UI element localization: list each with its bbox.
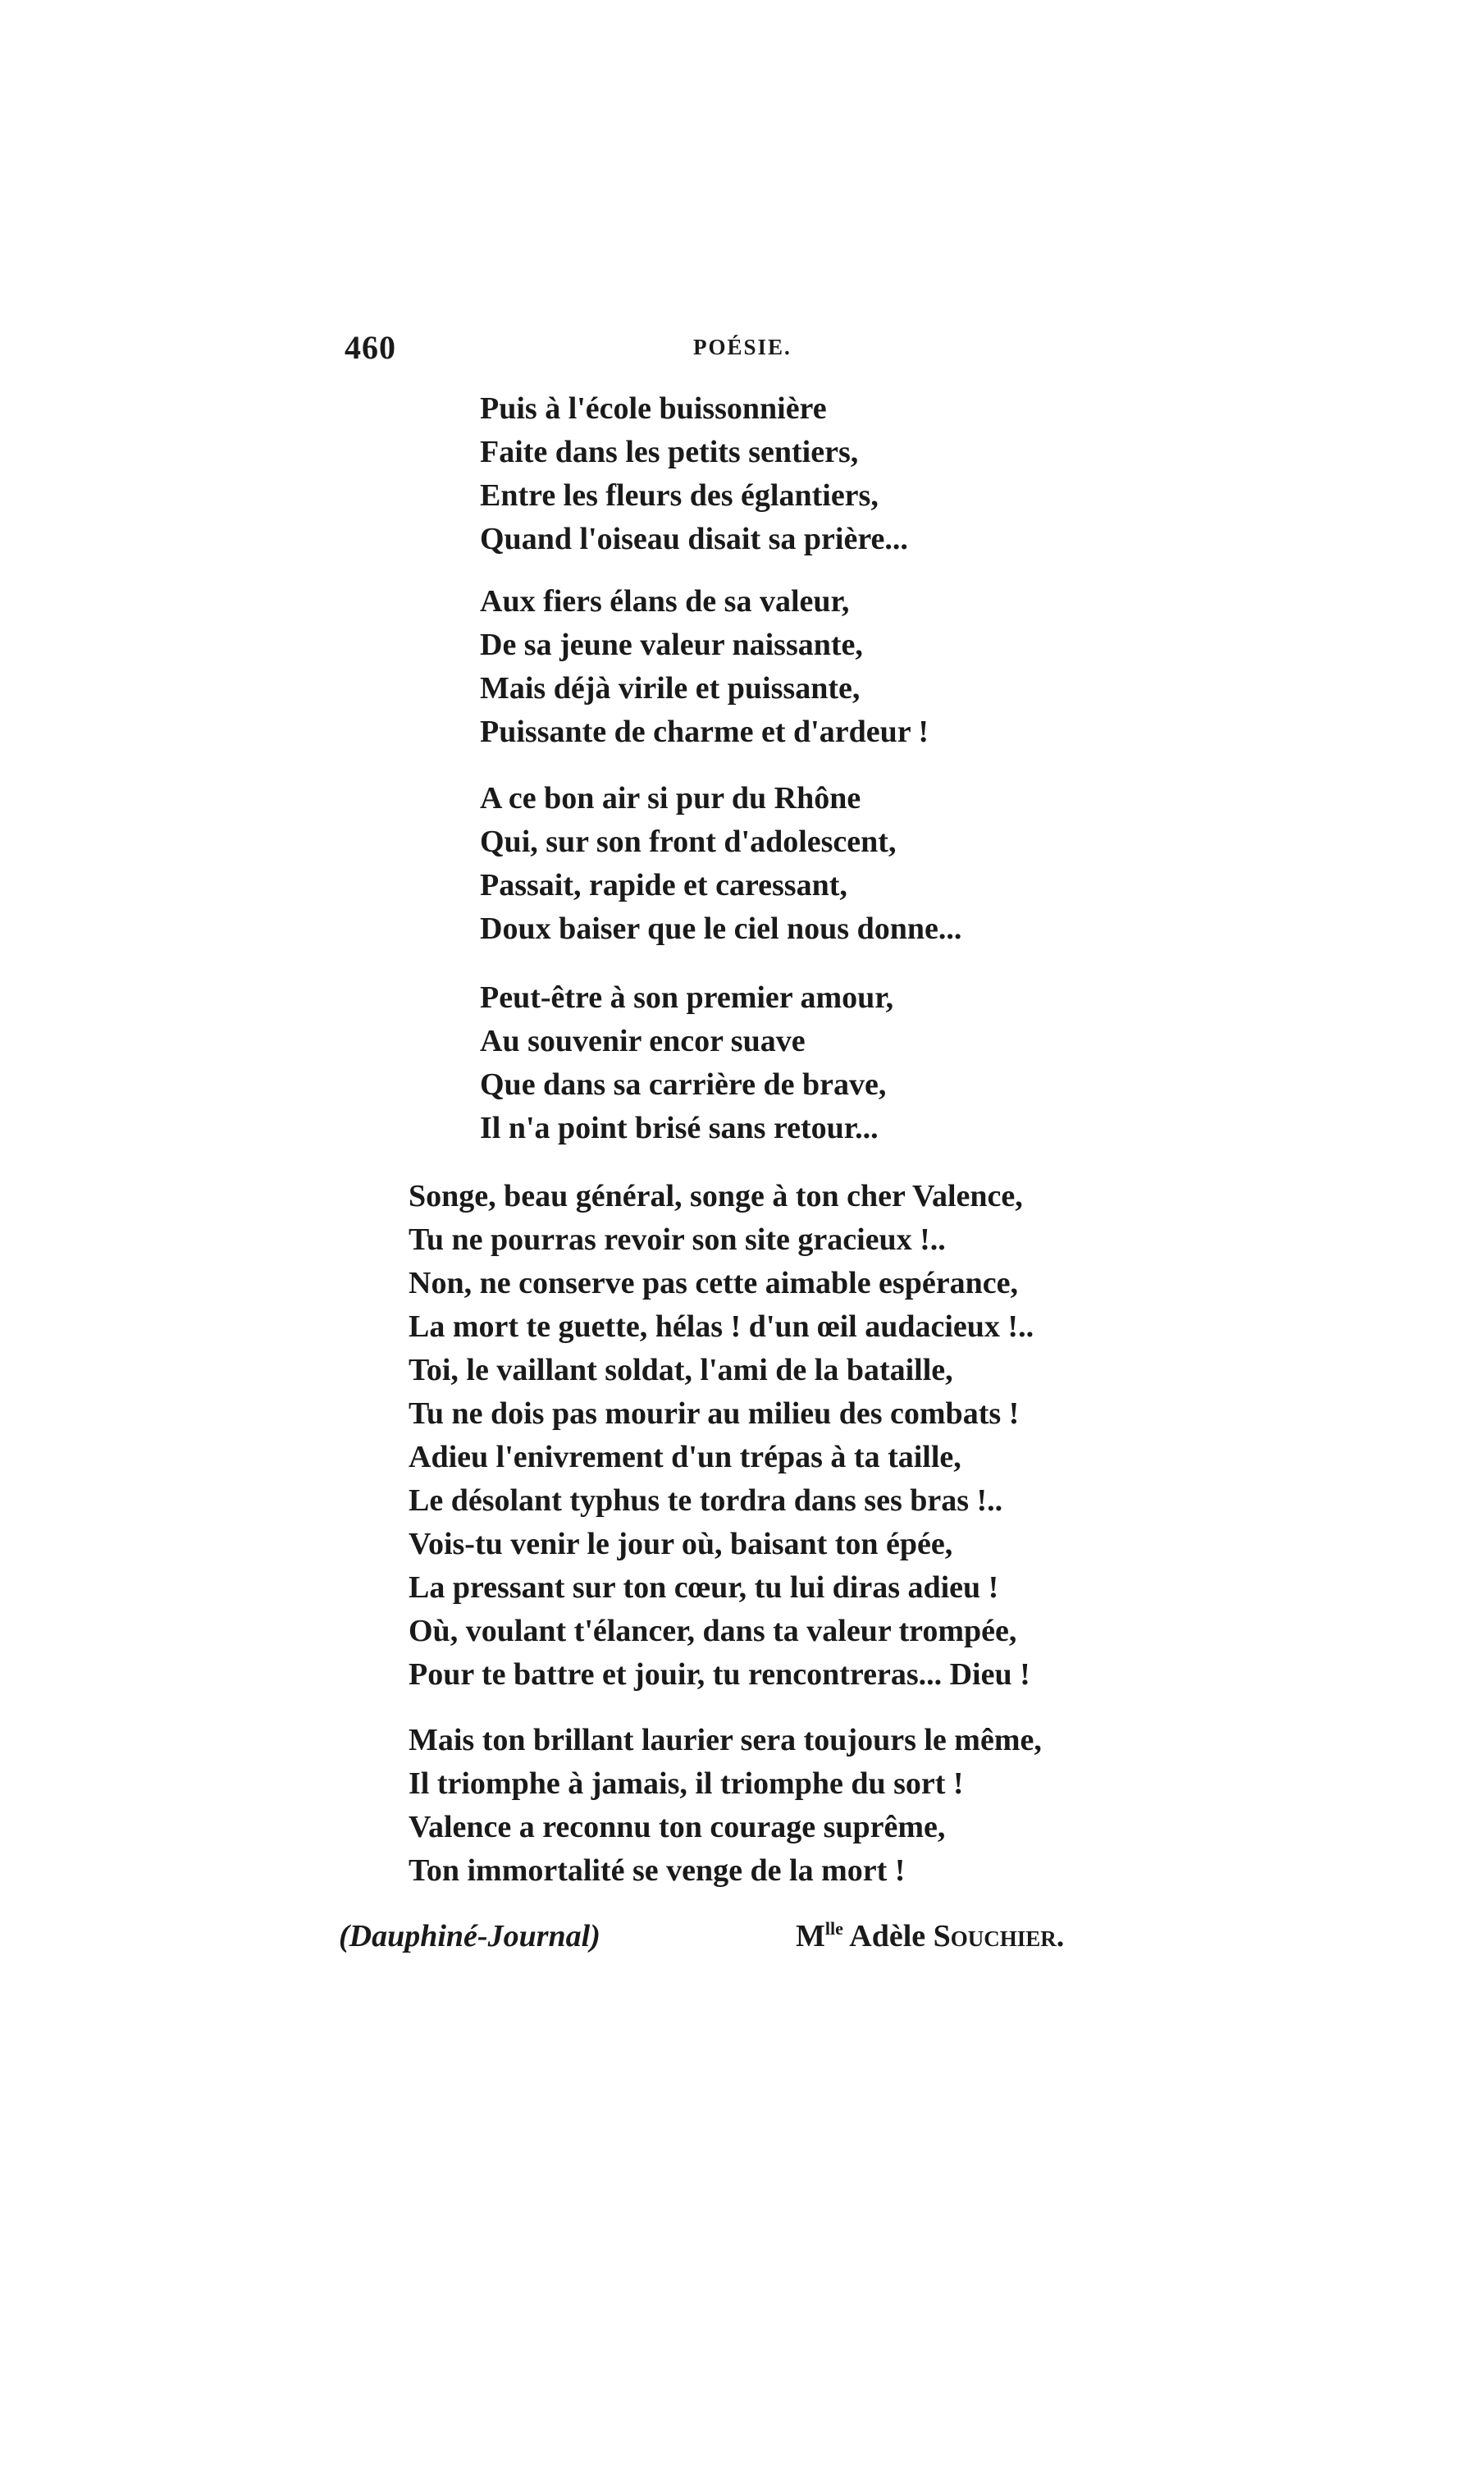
verse-line: Vois-tu venir le jour où, baisant ton épée, [409,1527,953,1561]
verse-line: Il n'a point brisé sans retour... [480,1111,879,1145]
stanza-3 [480,777,961,951]
author-signature [796,1918,1064,1954]
stanza-5 [409,1175,1034,1697]
verse-line: Toi, le vaillant soldat, l'ami de la bataille, [409,1353,953,1387]
verse-line: Tu ne pourras revoir son site gracieux !.. [409,1222,946,1257]
verse-line: Valence a reconnu ton courage suprême, [409,1810,946,1844]
page-header [345,328,1099,377]
author-title-sup: lle [824,1918,843,1939]
verse-line: Où, voulant t'élancer, dans ta valeur trompée, [409,1614,1017,1648]
verse-line: De sa jeune valeur naissante, [480,628,863,662]
verse-line: La mort te guette, hélas ! d'un œil audacieux !.. [409,1309,1034,1344]
verse-line: Aux fiers élans de sa valeur, [480,584,850,619]
verse-line: Tu ne dois pas mourir au milieu des combats ! [409,1396,1020,1431]
verse-line: Passait, rapide et caressant, [480,868,847,902]
verse-line: Puis à l'école buissonnière [480,391,827,426]
page-number: 460 [345,329,396,366]
stanza-6 [409,1719,1042,1893]
verse-line: Songe, beau général, songe à ton cher Valence, [409,1179,1023,1213]
verse-line: Non, ne conserve pas cette aimable espérance, [409,1266,1018,1300]
verse-line: Entre les fleurs des églantiers, [480,478,879,513]
verse-line: Doux baiser que le ciel nous donne... [480,911,962,946]
verse-line: A ce bon air si pur du Rhône [480,781,861,816]
verse-line: Ton immortalité se venge de la mort ! [409,1853,906,1888]
stanza-2 [480,580,929,754]
verse-line: Quand l'oiseau disait sa prière... [480,522,908,556]
verse-line: Il triomphe à jamais, il triomphe du sort ! [409,1766,964,1801]
author-prefix: M [796,1919,825,1953]
author-first-name: Adèle [849,1919,926,1953]
verse-line: Adieu l'enivrement d'un trépas à ta taille, [409,1440,961,1474]
stanza-1 [480,387,908,561]
verse-line: Faite dans les petits sentiers, [480,435,859,469]
verse-line: Puissante de charme et d'ardeur ! [480,715,929,749]
author-surname: Souchier. [933,1919,1065,1953]
verse-line: Mais ton brillant laurier sera toujours le même, [409,1723,1042,1757]
running-head: POÉSIE. [693,335,792,359]
verse-line: Mais déjà virile et puissante, [480,671,861,706]
verse-line: Que dans sa carrière de brave, [480,1067,887,1102]
verse-line: Pour te battre et jouir, tu rencontreras... Dieu ! [409,1657,1030,1692]
source-attribution: (Dauphiné-Journal) [339,1919,600,1953]
verse-line: Qui, sur son front d'adolescent, [480,825,897,859]
verse-line: La pressant sur ton cœur, tu lui diras adieu ! [409,1570,999,1605]
stanza-4 [480,976,893,1150]
verse-line: Le désolant typhus te tordra dans ses bras !.. [409,1483,1003,1518]
verse-line: Au souvenir encor suave [480,1024,806,1058]
verse-line: Peut-être à son premier amour, [480,980,894,1015]
